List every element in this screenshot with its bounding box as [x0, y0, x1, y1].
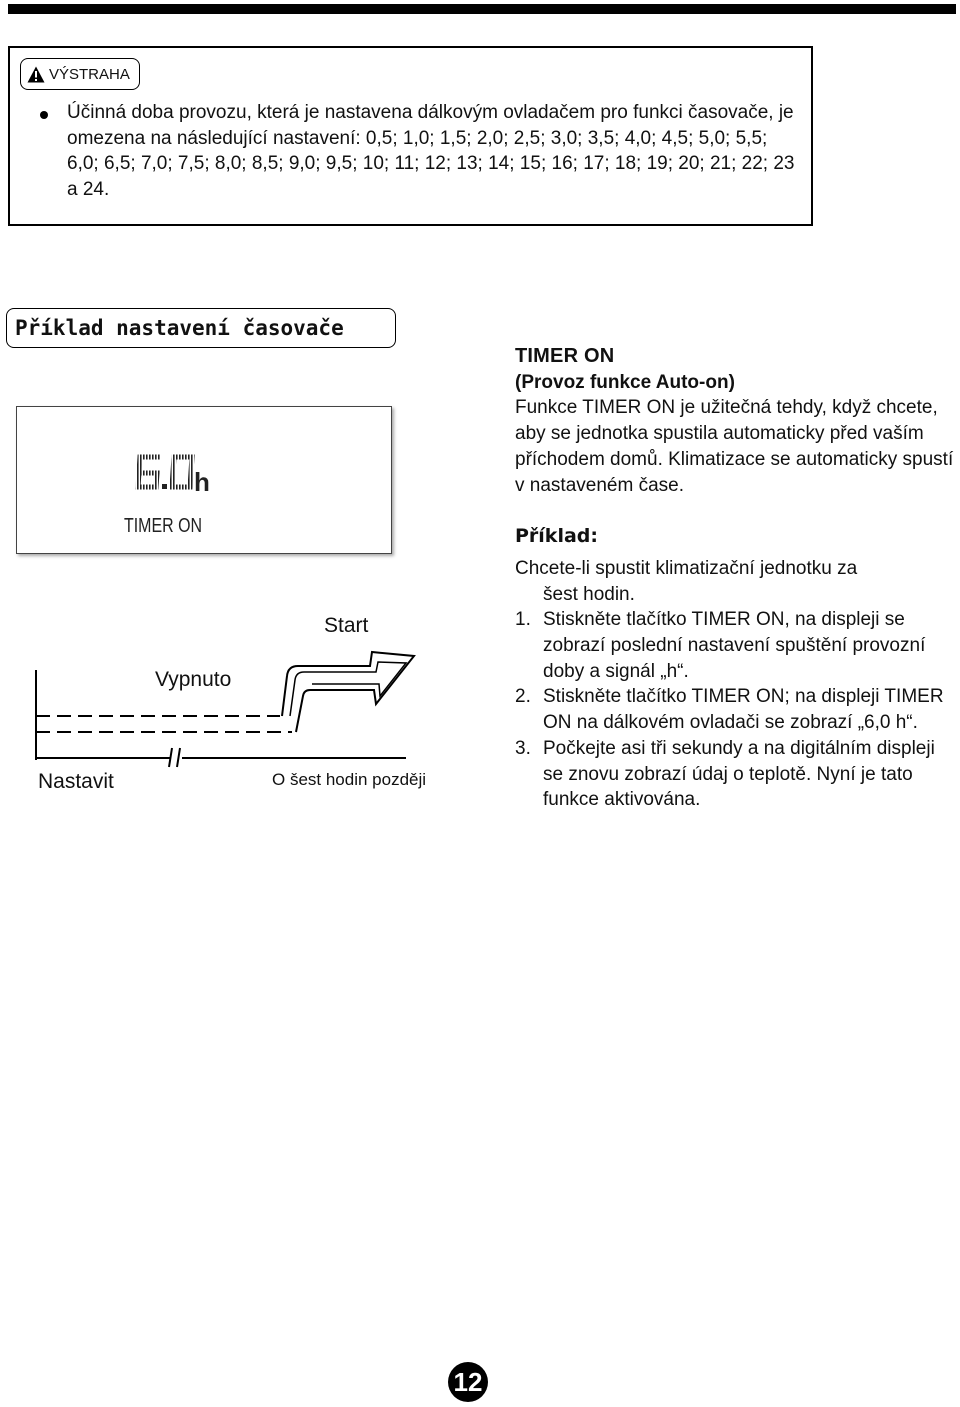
- step-item: [515, 684, 955, 735]
- diagram-later-label: O šest hodin později: [272, 770, 427, 789]
- example-heading: Příklad:: [515, 525, 598, 548]
- timer-on-heading: TIMER ON: [515, 345, 615, 367]
- timer-on-subheading: (Provoz funkce Auto-on): [515, 371, 735, 393]
- warning-box: [8, 46, 813, 226]
- page-number: 12: [448, 1362, 488, 1402]
- step-number: 2.: [515, 686, 531, 708]
- section-title: Příklad nastavení časovače: [6, 308, 396, 348]
- timer-on-description: Funkce TIMER ON je užitečná tehdy, když chcete, aby se jednotka spustila automaticky před vaším příchodem domů. Klimatizace se automaticky spustí v nastaveném čase.: [515, 397, 954, 496]
- timer-diagram: [30, 600, 470, 810]
- step-text: Stiskněte tlačítko TIMER ON; na displeji TIMER ON na dálkovém ovladači se zobrazí „6,0 h“.: [543, 686, 944, 734]
- step-number: 1.: [515, 609, 531, 631]
- display-digits: [138, 457, 192, 489]
- diagram-start-label: Start: [324, 614, 369, 637]
- example-intro-line1: Chcete-li spustit klimatizační jednotku za: [515, 557, 858, 579]
- example-intro-line2: šest hodin.: [543, 583, 635, 605]
- top-rule: [8, 4, 956, 14]
- display-graphic: [17, 407, 393, 555]
- warning-triangle-icon: [27, 66, 45, 83]
- step-item: [515, 607, 955, 684]
- step-text: Počkejte asi tři sekundy a na digitálním displeji se znovu zobrazí údaj o teplotě. Nyní je tato funkce aktivována.: [543, 737, 935, 811]
- bullet-icon: [40, 111, 48, 119]
- display-unit: h: [194, 467, 210, 497]
- step-text: Stiskněte tlačítko TIMER ON, na displeji se zobrazí poslední nastavení spuštění provozní doby a signál „h“.: [543, 609, 926, 682]
- display-mode: TIMER ON: [124, 515, 202, 537]
- step-item: [515, 736, 955, 813]
- remote-display: [16, 406, 392, 554]
- right-column: [515, 344, 955, 813]
- warning-text: Účinná doba provozu, která je nastavena dálkovým ovladačem pro funkci časovače, je omezena na následující nastavení: 0,5; 1,0; 1,5; 2,0; 2,5; 3,0; 3,5; 4,0; 4,5; 5,0; 5,5; 6,0; 6,5; 7,0; 7,5; 8,0; 8,5; 9,0; 9,5; 10; 11; 12; 13; 14; 15; 16; 17; 18; 19; 20; 21; 22; 23 a 24.: [67, 102, 795, 200]
- step-number: 3.: [515, 737, 531, 759]
- diagram-off-label: Vypnuto: [155, 668, 232, 691]
- warning-label: [20, 58, 140, 90]
- example-intro: [515, 556, 955, 607]
- warning-label-text: VÝSTRAHA: [49, 65, 130, 83]
- diagram-set-label: Nastavit: [38, 770, 114, 793]
